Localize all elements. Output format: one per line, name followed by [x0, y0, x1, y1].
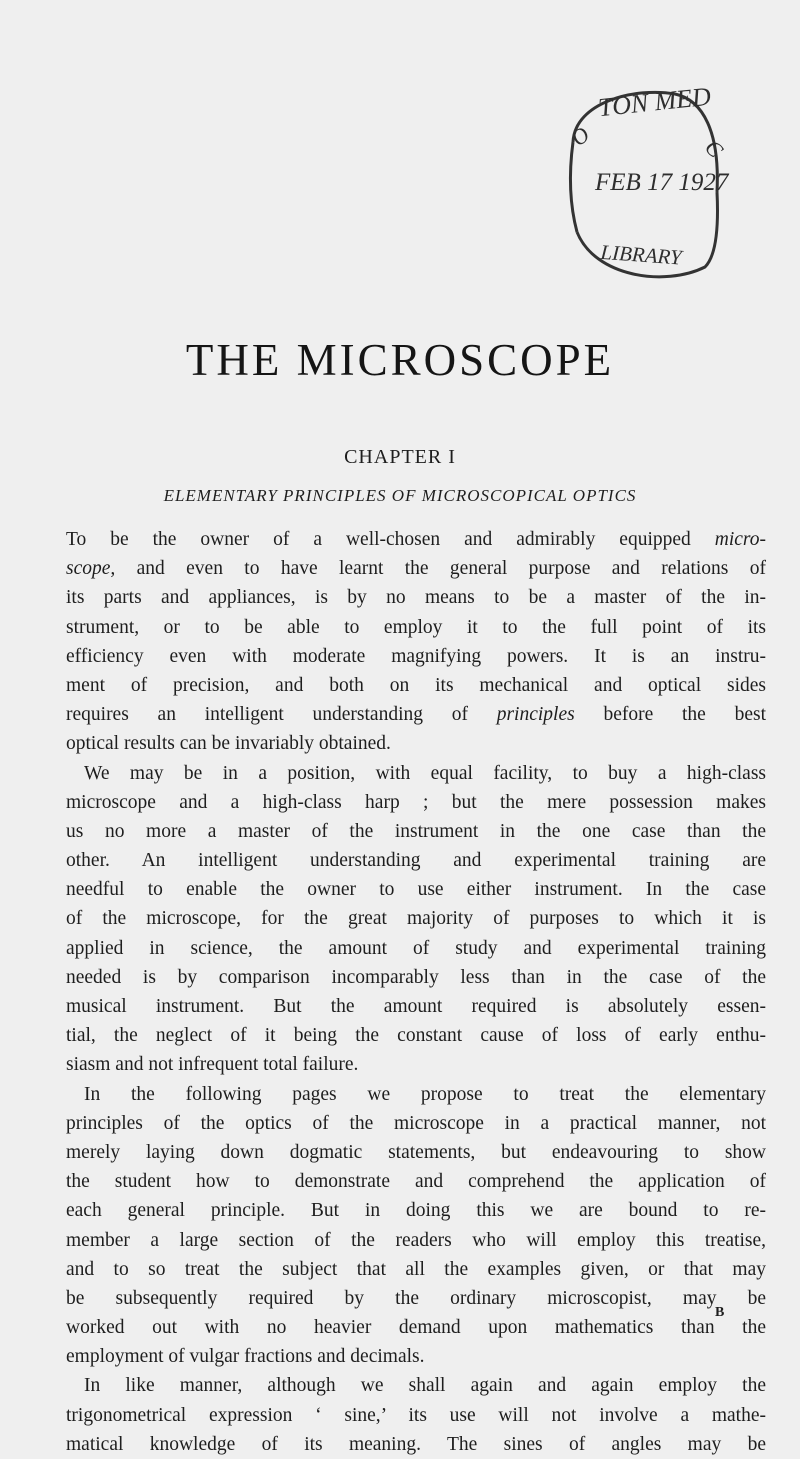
stamp-left-char: O — [566, 121, 595, 151]
stamp-arc-top: TON MED — [596, 81, 713, 123]
paragraph-1-line-1: To be the owner of a well-chosen and admirably equipped micro- — [66, 529, 766, 550]
paragraph-2-line-1: We may be in a position, with equal facility, to buy a high-class — [84, 762, 766, 784]
paragraph-3-line-2: principles of the optics of the microscope in a practical manner, not — [66, 1112, 766, 1134]
paragraph-1-line-5: efficiency even with moderate magnifying powers. It is an instru- — [66, 645, 766, 667]
paragraph-3-line-9: worked out with no heavier demand upon mathematics than the — [66, 1317, 766, 1339]
signature-mark: B — [715, 1305, 725, 1320]
book-title: THE MICROSCOPE — [185, 335, 615, 385]
body-text — [66, 525, 766, 1459]
chapter-title: ELEMENTARY PRINCIPLES OF MICROSCOPICAL OPTICS — [163, 486, 637, 505]
paragraph-1-line-3: its parts and appliances, is by no means to be a master of the in- — [66, 587, 766, 609]
chapter-number: CHAPTER I — [344, 446, 456, 468]
paragraph-1-line-7: requires an intelligent understanding of principles before the best — [66, 704, 766, 726]
paragraph-2-line-3: us no more a master of the instrument in the one case than the — [66, 820, 766, 842]
paragraph-1-line-6: ment of precision, and both on its mechanical and optical sides — [66, 674, 766, 696]
paragraph-3-line-8: be subsequently required by the ordinary microscopist, may be — [66, 1287, 766, 1309]
paragraph-2-line-7: applied in science, the amount of study and experimental training — [66, 937, 766, 959]
paragraph-3-line-1: In the following pages we propose to treat the elementary — [84, 1083, 766, 1105]
paragraph-3-line-7: and to so treat the subject that all the examples given, or that may — [66, 1258, 766, 1280]
library-stamp — [555, 72, 729, 312]
paragraph-2-line-8: needed is by comparison incomparably less than in the case of the — [66, 966, 766, 988]
paragraph-2-line-6: of the microscope, for the great majority of purposes to which it is — [66, 908, 766, 930]
paragraph-4-line-2: trigonometrical expression ‘ sine,’ its use will not involve a mathe- — [66, 1404, 766, 1426]
paragraph-3-line-10: employment of vulgar fractions and decimals. — [66, 1346, 425, 1368]
library-stamp-graphic — [555, 72, 729, 312]
paragraph-1-line-4: strument, or to be able to employ it to the full point of its — [66, 616, 766, 638]
paragraph-3-line-5: each general principle. But in doing this we are bound to re- — [66, 1200, 766, 1222]
paragraph-3-line-3: merely laying down dogmatic statements, but endeavouring to show — [66, 1141, 766, 1163]
paragraph-2-line-5: needful to enable the owner to use either instrument. In the case — [66, 879, 766, 901]
paragraph-3-line-4: the student how to demonstrate and comprehend the application of — [66, 1171, 766, 1193]
paragraph-2-line-2: microscope and a high-class harp ; but the mere possession makes — [66, 791, 766, 813]
paragraph-3-line-6: member a large section of the readers who will employ this treatise, — [66, 1229, 766, 1251]
paragraph-2-line-10: tial, the neglect of it being the constant cause of loss of early enthu- — [66, 1025, 766, 1047]
paragraph-2-line-9: musical instrument. But the amount required is absolutely essen- — [66, 996, 766, 1017]
paragraph-2-line-4: other. An intelligent understanding and experimental training are — [66, 850, 766, 872]
stamp-arc-bottom: LIBRARY — [599, 239, 683, 270]
paragraph-4-line-3: matical knowledge of its meaning. The sines of angles may be — [66, 1433, 766, 1455]
paragraph-1-line-2: scope, and even to have learnt the general purpose and relations of — [66, 558, 766, 580]
paragraph-1-line-8: optical results can be invariably obtained. — [66, 733, 391, 755]
stamp-date: FEB 17 1927 — [595, 169, 729, 196]
paragraph-2-line-11: siasm and not infrequent total failure. — [66, 1054, 359, 1076]
paragraph-4-line-1: In like manner, although we shall again and again employ the — [84, 1375, 766, 1397]
stamp-right-char: C — [700, 134, 729, 163]
